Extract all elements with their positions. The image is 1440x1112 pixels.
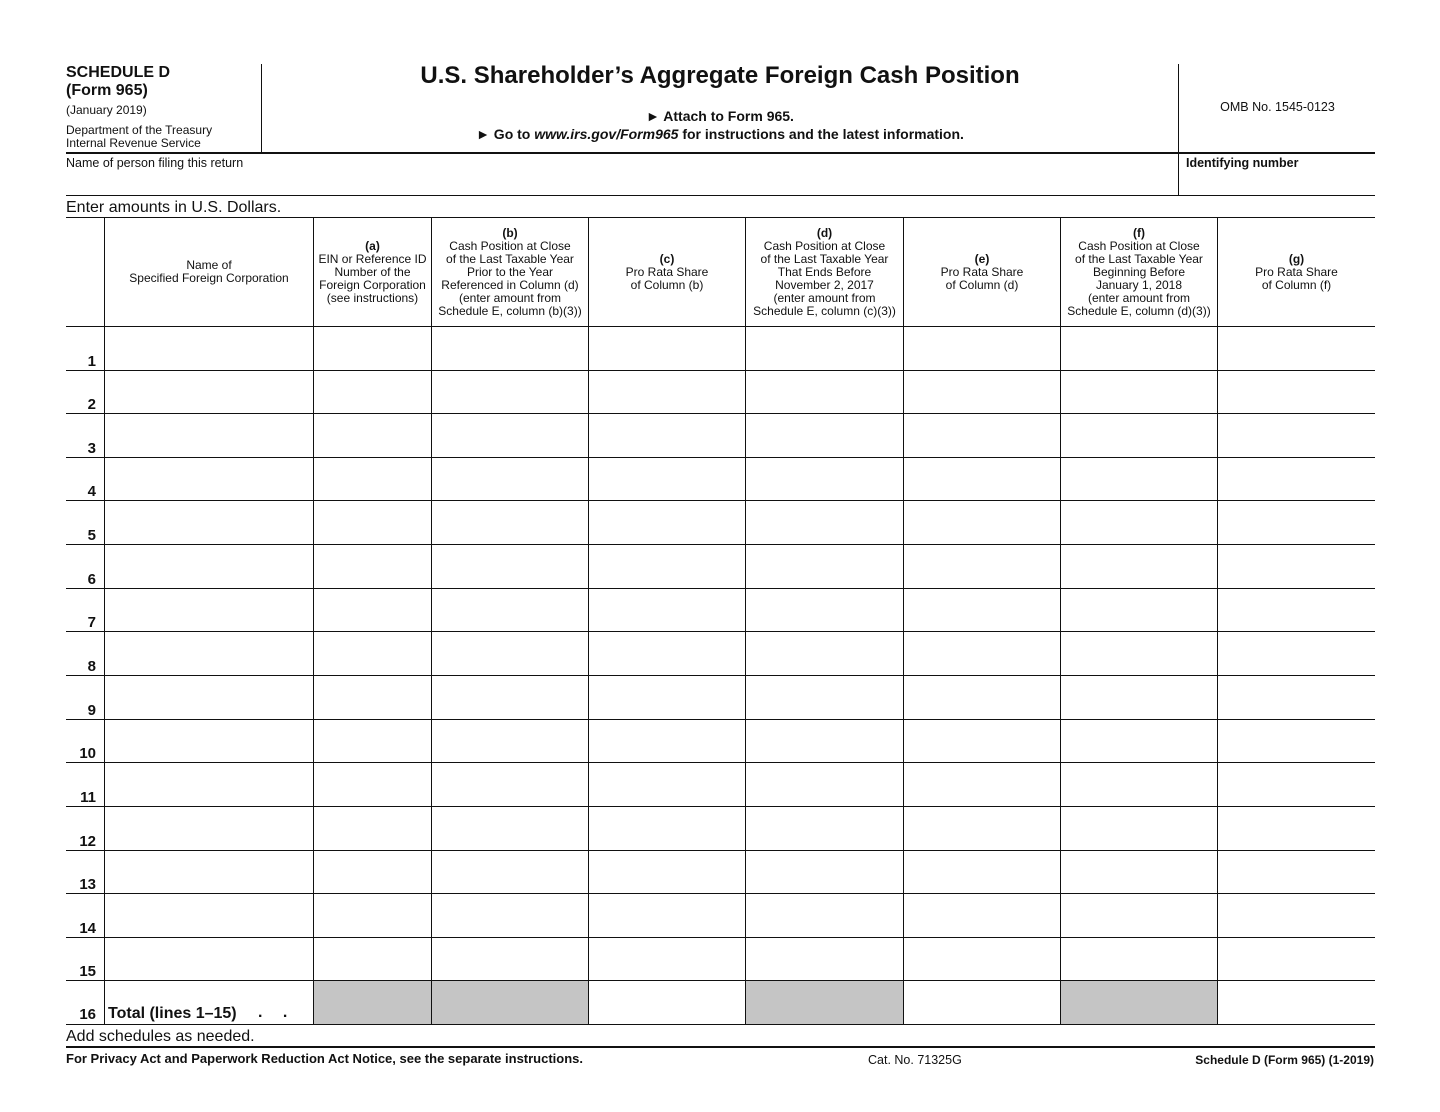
line-number: 5 (87, 527, 96, 544)
catalog-number: Cat. No. 71325G (868, 1053, 962, 1067)
column-header-line: (enter amount from (773, 290, 876, 305)
col-divider-e (903, 217, 904, 1025)
header-divider-right (1178, 64, 1179, 196)
column-header-name (105, 218, 313, 326)
column-header-line: of Column (d) (945, 277, 1019, 292)
row-rule (66, 893, 1375, 894)
enter-amounts-note: Enter amounts in U.S. Dollars. (66, 199, 282, 216)
row-rule (66, 413, 1375, 414)
line-number: 3 (87, 440, 96, 457)
identifying-number-field[interactable] (1182, 172, 1372, 194)
row-rule (66, 762, 1375, 763)
column-letter: (e) (974, 251, 990, 266)
column-header-line: of the Last Taxable Year (760, 251, 889, 266)
line-number: 7 (87, 614, 96, 631)
line-number: 8 (87, 658, 96, 675)
omb-number: OMB No. 1545-0123 (1220, 100, 1335, 114)
total-shaded-b (432, 981, 588, 1025)
identifying-number-label: Identifying number (1186, 156, 1299, 170)
column-header-a (314, 218, 431, 326)
column-letter: (a) (365, 238, 380, 253)
column-header-line: Cash Position at Close (763, 238, 886, 253)
filer-rule (66, 195, 1375, 196)
table-bottom-rule (66, 1024, 1375, 1025)
row-rule (66, 544, 1375, 545)
line-number: 1 (87, 353, 96, 370)
line-number: 13 (79, 876, 96, 893)
column-header-line: of Column (b) (630, 277, 704, 292)
total-shaded-d (746, 981, 903, 1025)
irs-url-link[interactable]: www.irs.gov/Form965 (534, 126, 679, 142)
column-header-line: Pro Rata Share (940, 264, 1024, 279)
filer-name-field[interactable] (66, 170, 1174, 194)
column-header-line: Prior to the Year (466, 264, 554, 279)
column-header-line: of the Last Taxable Year (1075, 251, 1203, 266)
column-header-line: Cash Position at Close (449, 238, 571, 253)
line-number: 2 (87, 396, 96, 413)
attach-instruction: ► Attach to Form 965. (646, 108, 794, 124)
column-header-line: November 2, 2017 (775, 277, 874, 292)
row-rule (66, 370, 1375, 371)
column-letter: (d) (816, 225, 833, 240)
schedule-title (66, 64, 170, 100)
add-schedules-note: Add schedules as needed. (66, 1028, 255, 1045)
column-header-line: Beginning Before (1092, 264, 1186, 279)
column-header-line: Name of (186, 258, 232, 272)
col-divider-a (313, 217, 314, 1025)
column-header-g (1218, 218, 1375, 326)
goto-prefix: ► Go to (476, 126, 535, 142)
revision-date: (January 2019) (66, 103, 147, 117)
col-divider-name (104, 217, 105, 1025)
total-shaded-f (1061, 981, 1217, 1025)
column-header-b (432, 218, 588, 326)
form-title: U.S. Shareholder’s Aggregate Foreign Cash Position (420, 62, 1020, 89)
column-header-line: Foreign Corporation (319, 277, 426, 292)
col-divider-b (431, 217, 432, 1025)
column-header-line: of the Last Taxable Year (446, 251, 574, 266)
column-header-line: Schedule E, column (d)(3)) (1067, 303, 1211, 318)
column-header-line: Referenced in Column (d) (441, 277, 579, 292)
total-shaded-a (314, 981, 431, 1025)
column-header-c (589, 218, 745, 326)
column-letter: (c) (659, 251, 675, 266)
line-number: 12 (79, 833, 96, 850)
column-header-line: Pro Rata Share (1255, 264, 1338, 279)
column-header-line: Number of the (334, 264, 411, 279)
filer-name-label: Name of person filing this return (66, 156, 244, 170)
column-header-f (1061, 218, 1217, 326)
line-number: 16 (79, 1006, 96, 1023)
column-header-e (904, 218, 1060, 326)
line-number: 15 (79, 963, 96, 980)
row-rule (66, 850, 1375, 851)
row-rule (66, 980, 1375, 981)
line-number: 10 (79, 745, 96, 762)
column-header-line: Cash Position at Close (1078, 238, 1200, 253)
row-rule (66, 937, 1375, 938)
goto-suffix: for instructions and the latest information. (678, 126, 964, 142)
total-leader-dots: . . (258, 1004, 296, 1021)
row-rule (66, 457, 1375, 458)
column-header-line: January 1, 2018 (1095, 277, 1183, 292)
line-number: 9 (87, 702, 96, 719)
row-rule (66, 675, 1375, 676)
line-number: 6 (87, 571, 96, 588)
col-divider-c (588, 217, 589, 1025)
form-number: (Form 965) (66, 82, 148, 99)
row-rule (66, 631, 1375, 632)
department (66, 124, 212, 150)
col-divider-d (745, 217, 746, 1025)
footer-rule (66, 1046, 1375, 1048)
column-header-line: Pro Rata Share (625, 264, 709, 279)
column-header-line: EIN or Reference ID (318, 251, 427, 266)
privacy-notice: For Privacy Act and Paperwork Reduction Act Notice, see the separate instructions. (66, 1051, 584, 1066)
column-header-line: That Ends Before (777, 264, 872, 279)
column-header-line: of Column (f) (1261, 277, 1332, 292)
column-letter: (f) (1132, 225, 1145, 240)
column-letter: (b) (502, 225, 518, 240)
row-rule (66, 588, 1375, 589)
column-header-line: Schedule E, column (b)(3)) (438, 303, 582, 318)
column-header-line: Schedule E, column (c)(3)) (753, 303, 896, 318)
department-line1: Department of the Treasury (66, 123, 213, 137)
department-line2: Internal Revenue Service (66, 136, 201, 150)
column-header-line: (see instructions) (326, 290, 419, 305)
total-label: Total (lines 1–15) (108, 1005, 237, 1022)
line-number: 11 (80, 789, 96, 806)
goto-instruction (262, 126, 1178, 142)
line-number: 4 (87, 483, 96, 500)
column-header-line: (enter amount from (458, 290, 562, 305)
row-rule (66, 500, 1375, 501)
col-divider-f (1060, 217, 1061, 1025)
schedule-label: SCHEDULE D (66, 64, 171, 81)
form-identifier: Schedule D (Form 965) (1-2019) (1195, 1053, 1374, 1067)
row-rule (66, 806, 1375, 807)
table-header-rule (66, 326, 1375, 327)
column-header-d (746, 218, 903, 326)
header-rule (66, 152, 1375, 154)
column-header-line: (enter amount from (1087, 290, 1191, 305)
row-rule (66, 719, 1375, 720)
line-number: 14 (79, 920, 96, 937)
column-letter: (g) (1288, 251, 1305, 266)
col-divider-g (1217, 217, 1218, 1025)
column-header-line: Specified Foreign Corporation (129, 271, 289, 285)
